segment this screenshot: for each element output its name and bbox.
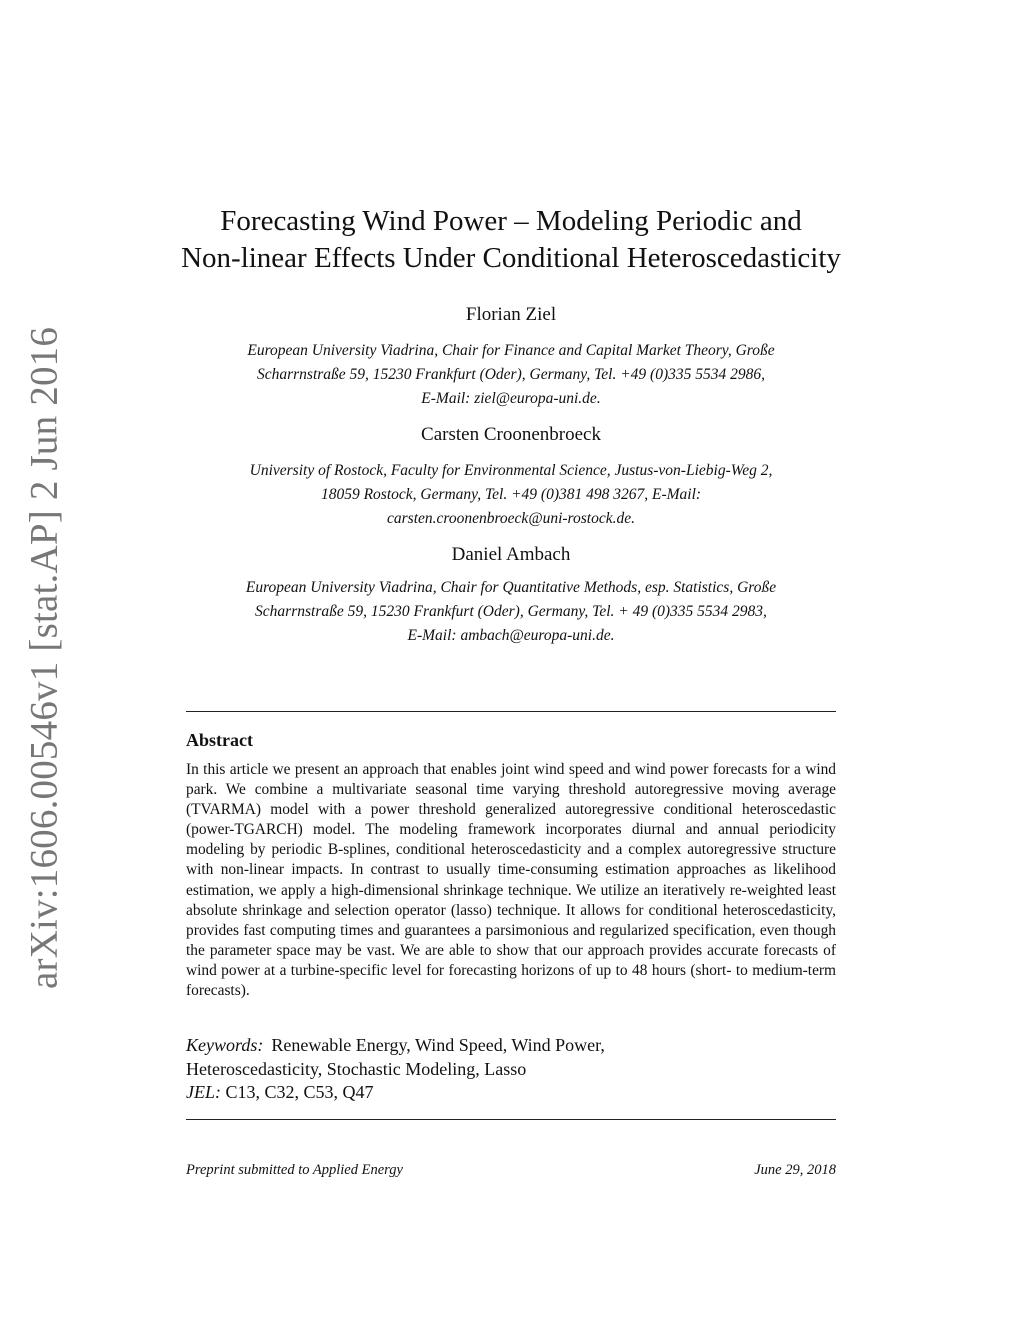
affiliation-line: European University Viadrina, Chair for Quantitative Methods, esp. Statistics, Große [245,579,777,596]
jel-codes: C13, C32, C53, Q47 [225,1082,374,1102]
title-line-2: Non-linear Effects Under Conditional Heteroscedasticity [181,242,841,274]
affiliation-line: 18059 Rostock, Germany, Tel. +49 (0)381 498 3267, E-Mail: [320,486,702,503]
author-affiliation-3 [160,576,862,648]
abstract-heading: Abstract [186,730,253,750]
abstract-text: In this article we present an approach that enables joint wind speed and wind power forecasts for a wind park. We combine a multivariate seasonal time varying threshold autoregressive moving average (TVARMA) model with a power threshold generalized autoregressive conditional heteroscedastic (power-TGARCH) model. The modeling framework incorporates diurnal and annual periodicity modeling by periodic B-splines, conditional heteroscedasticity and a complex autoregressive structure with non-linear impacts. In contrast to usually time-consuming estimation approaches as likelihood estimation, we apply a high-dimensional shrinkage technique. We utilize an iteratively re-weighted least absolute shrinkage and selection operator (lasso) technique. It allows for conditional heteroscedasticity, provides fast computing times and guarantees a parsimonious and regularized specification, even though the parameter space may be vast. We are able to show that our approach provides accurate forecasts of wind power at a turbine-specific level for forecasting horizons of up to 48 hours (short- to medium-term forecasts). [186,761,836,1000]
footer-date: June 29, 2018 [754,1162,836,1178]
arxiv-identifier: arXiv:1606.00546v1 [stat.AP] 2 Jun 2016 [22,326,66,990]
keywords-label: Keywords: [186,1035,264,1055]
keywords-block [186,1034,836,1105]
affiliation-line: European University Viadrina, Chair for Finance and Capital Market Theory, Große [247,342,775,359]
keywords-line-1 [186,1034,836,1058]
paper-title [150,203,872,277]
author-name-2: Carsten Croonenbroeck [421,424,601,445]
affiliation-line: University of Rostock, Faculty for Environmental Science, Justus-von-Liebig-Weg 2, [249,462,773,479]
keywords-list-2: Heteroscedasticity, Stochastic Modeling, Lasso [186,1058,527,1079]
affiliation-line: E-Mail: ziel@europa-uni.de. [421,390,601,407]
affiliation-line: carsten.croonenbroeck@uni-rostock.de. [387,510,635,527]
jel-label: JEL: [186,1082,221,1102]
keywords-list-1: Renewable Energy, Wind Speed, Wind Power, [271,1035,605,1055]
affiliation-line: Scharrnstraße 59, 15230 Frankfurt (Oder), Germany, Tel. +49 (0)335 5534 2986, [256,366,765,383]
author-name-3: Daniel Ambach [451,544,571,565]
jel-line [186,1081,836,1105]
top-divider [186,711,836,712]
author-affiliation-2 [160,459,862,531]
affiliation-line: E-Mail: ambach@europa-uni.de. [407,627,615,644]
bottom-divider [186,1119,836,1120]
title-line-1: Forecasting Wind Power – Modeling Periodic and [220,205,802,237]
affiliation-line: Scharrnstraße 59, 15230 Frankfurt (Oder), Germany, Tel. + 49 (0)335 5534 2983, [255,603,767,620]
preprint-note: Preprint submitted to Applied Energy [186,1162,403,1178]
author-affiliation-1 [160,339,862,411]
author-name-1: Florian Ziel [465,304,557,325]
